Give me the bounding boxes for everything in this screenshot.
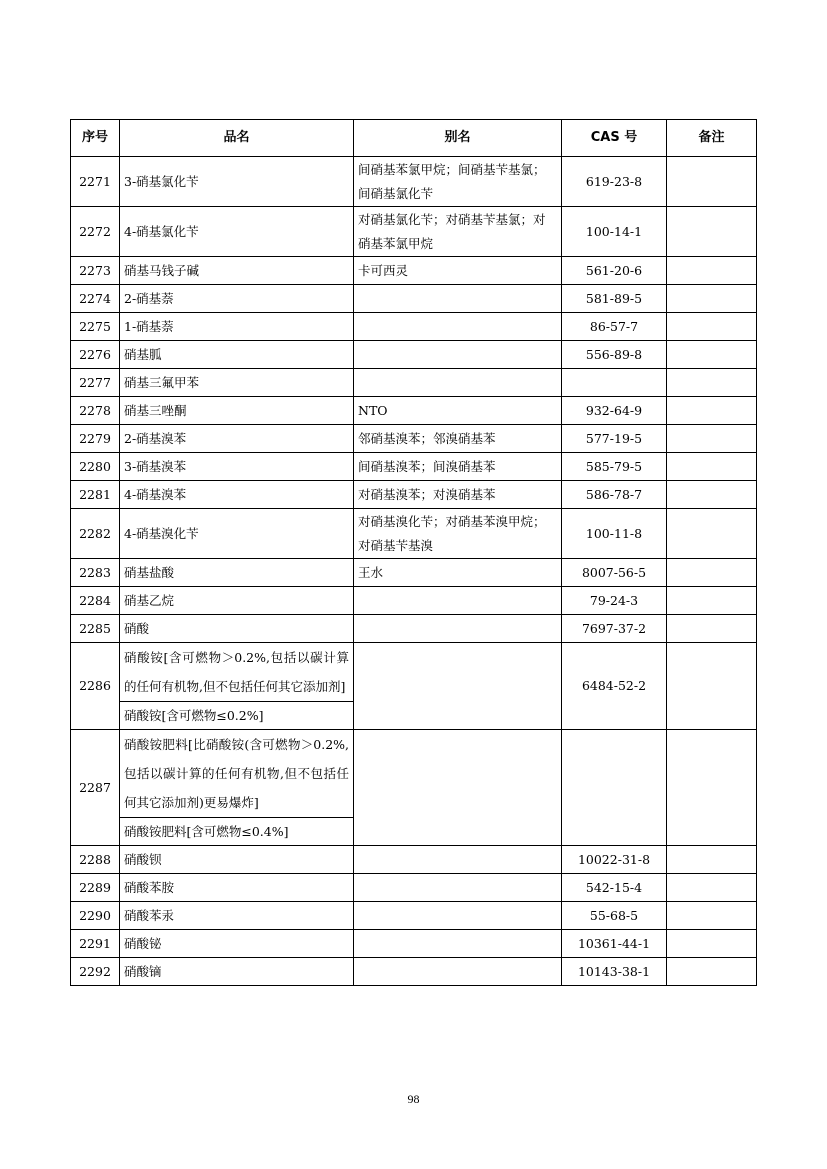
cas-number: 10143-38-1 <box>562 958 667 986</box>
table-row <box>71 341 757 369</box>
table-row <box>71 643 757 702</box>
product-name: 硝酸镝 <box>120 958 354 986</box>
cas-number: 585-79-5 <box>562 453 667 481</box>
cas-number: 932-64-9 <box>562 397 667 425</box>
product-name: 1-硝基萘 <box>120 313 354 341</box>
alias-cell <box>354 615 562 643</box>
product-name: 硝酸苯汞 <box>120 902 354 930</box>
table-row <box>71 425 757 453</box>
product-name: 硝基马钱子碱 <box>120 257 354 285</box>
alias-cell: 邻硝基溴苯；邻溴硝基苯 <box>354 425 562 453</box>
header-cas: CAS 号 <box>562 120 667 157</box>
cas-number: 10361-44-1 <box>562 930 667 958</box>
product-name: 硝基乙烷 <box>120 587 354 615</box>
cas-number: 79-24-3 <box>562 587 667 615</box>
cas-number: 561-20-6 <box>562 257 667 285</box>
product-name: 硝酸钡 <box>120 846 354 874</box>
remark-cell <box>667 846 757 874</box>
cas-number: 581-89-5 <box>562 285 667 313</box>
table-row <box>71 559 757 587</box>
alias-cell: 对硝基氯化苄；对硝基苄基氯；对硝基苯氯甲烷 <box>354 207 562 257</box>
cas-number: 86-57-7 <box>562 313 667 341</box>
alias-cell <box>354 285 562 313</box>
product-name: 硝酸苯胺 <box>120 874 354 902</box>
table-row <box>71 313 757 341</box>
remark-cell <box>667 615 757 643</box>
cas-number: 55-68-5 <box>562 902 667 930</box>
header-remark: 备注 <box>667 120 757 157</box>
alias-cell: NTO <box>354 397 562 425</box>
row-number: 2286 <box>71 643 120 730</box>
cas-number: 7697-37-2 <box>562 615 667 643</box>
remark-cell <box>667 509 757 559</box>
table-row <box>71 369 757 397</box>
row-number: 2278 <box>71 397 120 425</box>
row-number: 2275 <box>71 313 120 341</box>
row-number: 2279 <box>71 425 120 453</box>
product-name-variant: 硝酸铵[含可燃物≤0.2%] <box>120 702 354 730</box>
alias-cell <box>354 643 562 730</box>
remark-cell <box>667 157 757 207</box>
remark-cell <box>667 397 757 425</box>
alias-cell: 对硝基溴化苄；对硝基苯溴甲烷；对硝基苄基溴 <box>354 509 562 559</box>
remark-cell <box>667 341 757 369</box>
row-number: 2287 <box>71 730 120 846</box>
page-number: 98 <box>407 1092 420 1106</box>
cas-number: 8007-56-5 <box>562 559 667 587</box>
remark-cell <box>667 481 757 509</box>
row-number: 2288 <box>71 846 120 874</box>
row-number: 2276 <box>71 341 120 369</box>
remark-cell <box>667 453 757 481</box>
row-number: 2292 <box>71 958 120 986</box>
row-number: 2291 <box>71 930 120 958</box>
row-number: 2289 <box>71 874 120 902</box>
product-name: 4-硝基溴苯 <box>120 481 354 509</box>
product-name: 硝酸铵[含可燃物＞0.2%,包括以碳计算的任何有机物,但不包括任何其它添加剂] <box>120 643 354 702</box>
cas-number: 6484-52-2 <box>562 643 667 730</box>
alias-cell <box>354 369 562 397</box>
table-row <box>71 453 757 481</box>
remark-cell <box>667 207 757 257</box>
cas-number: 619-23-8 <box>562 157 667 207</box>
remark-cell <box>667 559 757 587</box>
cas-number: 577-19-5 <box>562 425 667 453</box>
product-name: 2-硝基溴苯 <box>120 425 354 453</box>
row-number: 2273 <box>71 257 120 285</box>
row-number: 2282 <box>71 509 120 559</box>
table-row <box>71 587 757 615</box>
product-name: 2-硝基萘 <box>120 285 354 313</box>
remark-cell <box>667 587 757 615</box>
row-number: 2271 <box>71 157 120 207</box>
product-name: 硝基盐酸 <box>120 559 354 587</box>
table-row <box>71 397 757 425</box>
cas-number: 586-78-7 <box>562 481 667 509</box>
row-number: 2290 <box>71 902 120 930</box>
table-row <box>71 846 757 874</box>
remark-cell <box>667 425 757 453</box>
table-row <box>71 157 757 207</box>
table-row <box>71 509 757 559</box>
product-name: 硝酸铋 <box>120 930 354 958</box>
table-row <box>71 874 757 902</box>
chemicals-table <box>70 119 757 986</box>
cas-number: 100-11-8 <box>562 509 667 559</box>
row-number: 2281 <box>71 481 120 509</box>
product-name-variant: 硝酸铵肥料[含可燃物≤0.4%] <box>120 818 354 846</box>
alias-cell <box>354 846 562 874</box>
header-name: 品名 <box>120 120 354 157</box>
cas-number: 10022-31-8 <box>562 846 667 874</box>
alias-cell: 间硝基溴苯；间溴硝基苯 <box>354 453 562 481</box>
row-number: 2283 <box>71 559 120 587</box>
product-name: 4-硝基氯化苄 <box>120 207 354 257</box>
table-row <box>71 257 757 285</box>
product-name: 硝酸 <box>120 615 354 643</box>
cas-number: 100-14-1 <box>562 207 667 257</box>
product-name: 3-硝基氯化苄 <box>120 157 354 207</box>
remark-cell <box>667 902 757 930</box>
header-seq: 序号 <box>71 120 120 157</box>
alias-cell <box>354 313 562 341</box>
remark-cell <box>667 958 757 986</box>
row-number: 2284 <box>71 587 120 615</box>
product-name: 硝基三氟甲苯 <box>120 369 354 397</box>
remark-cell <box>667 369 757 397</box>
product-name: 硝基三唑酮 <box>120 397 354 425</box>
alias-cell <box>354 730 562 846</box>
alias-cell: 间硝基苯氯甲烷；间硝基苄基氯；间硝基氯化苄 <box>354 157 562 207</box>
remark-cell <box>667 313 757 341</box>
remark-cell <box>667 930 757 958</box>
cas-number <box>562 369 667 397</box>
alias-cell <box>354 958 562 986</box>
alias-cell: 对硝基溴苯；对溴硝基苯 <box>354 481 562 509</box>
remark-cell <box>667 257 757 285</box>
table-row <box>71 207 757 257</box>
remark-cell <box>667 730 757 846</box>
row-number: 2277 <box>71 369 120 397</box>
table-row <box>71 930 757 958</box>
cas-number: 556-89-8 <box>562 341 667 369</box>
table-row <box>71 285 757 313</box>
product-name: 3-硝基溴苯 <box>120 453 354 481</box>
row-number: 2285 <box>71 615 120 643</box>
alias-cell <box>354 930 562 958</box>
product-name: 硝基胍 <box>120 341 354 369</box>
alias-cell <box>354 587 562 615</box>
alias-cell: 卡可西灵 <box>354 257 562 285</box>
remark-cell <box>667 643 757 730</box>
row-number: 2274 <box>71 285 120 313</box>
row-number: 2272 <box>71 207 120 257</box>
alias-cell: 王水 <box>354 559 562 587</box>
remark-cell <box>667 285 757 313</box>
product-name: 硝酸铵肥料[比硝酸铵(含可燃物＞0.2%,包括以碳计算的任何有机物,但不包括任何其它添加剂)更易爆炸] <box>120 730 354 818</box>
remark-cell <box>667 874 757 902</box>
table-row <box>71 615 757 643</box>
cas-number <box>562 730 667 846</box>
table-row <box>71 958 757 986</box>
table-row <box>71 481 757 509</box>
alias-cell <box>354 874 562 902</box>
product-name: 4-硝基溴化苄 <box>120 509 354 559</box>
alias-cell <box>354 341 562 369</box>
header-alias: 别名 <box>354 120 562 157</box>
table-row <box>71 730 757 818</box>
row-number: 2280 <box>71 453 120 481</box>
alias-cell <box>354 902 562 930</box>
table-header-row <box>71 120 757 157</box>
table-row <box>71 902 757 930</box>
cas-number: 542-15-4 <box>562 874 667 902</box>
